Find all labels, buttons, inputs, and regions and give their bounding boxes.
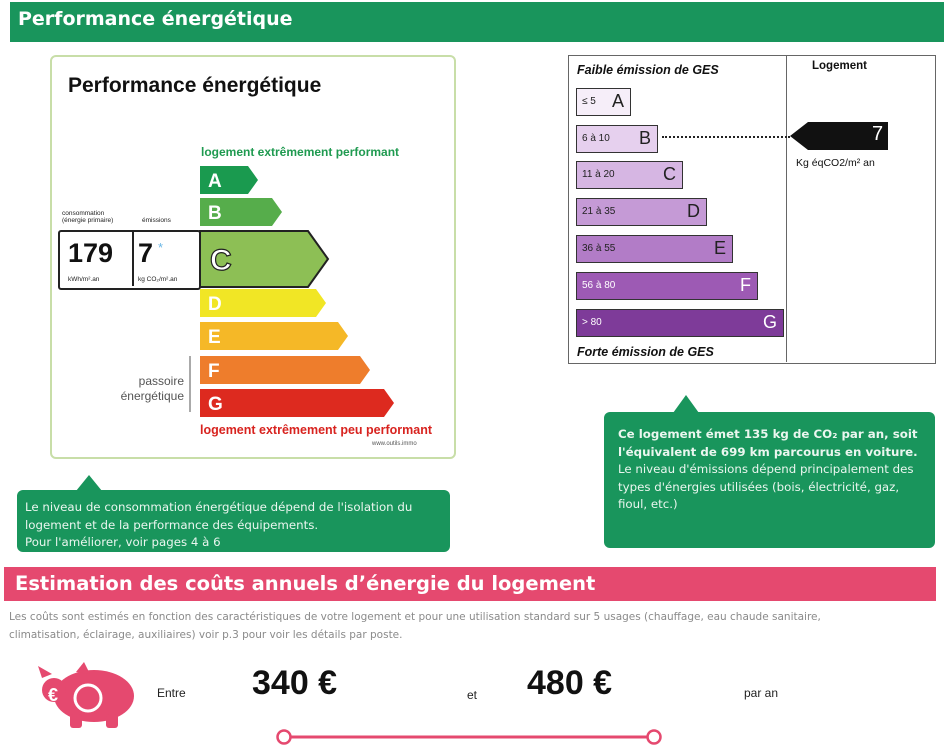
ges-logement-label: Logement (812, 60, 867, 72)
ges-range-g: > 80 (582, 317, 602, 328)
passoire-bracket (189, 356, 191, 412)
ges-letter-b: B (638, 128, 651, 148)
callout-energy-line1: Le niveau de consommation énergétique dépend de l'isolation du (25, 500, 413, 514)
consumption-unit: kWh/m².an (68, 276, 100, 283)
dpe-letter-a: A (208, 171, 222, 192)
callout-ges-line4: types d'énergies utilisées (bois, électricité, gaz, (618, 479, 900, 494)
dpe-title: Performance énergétique (68, 74, 322, 97)
ges-range-c: 11 à 20 (582, 169, 615, 180)
ges-letter-e: E (713, 238, 726, 258)
costs-description-line1: Les coûts sont estimés en fonction des caractéristiques de votre logement et pour une utilisation standard sur 5 usages (chauffage, eau chaude sanitaire, (9, 611, 821, 623)
cost-range-line (272, 729, 666, 745)
ges-bar-d (576, 198, 707, 226)
callout-ges-line3: Le niveau d'émissions dépend principalement des (618, 462, 914, 476)
dpe-bottom-label-a: logement extrêmement peu (200, 423, 367, 437)
ges-top-label: Faible émission de GES (577, 63, 719, 77)
consumption-divider (132, 232, 134, 286)
ges-range-d: 21 à 35 (582, 206, 616, 217)
ges-bar-a (576, 88, 631, 116)
ges-letter-d: D (687, 201, 700, 221)
ges-range-e: 36 à 55 (582, 243, 616, 254)
callout-energy-line3: Pour l'améliorer, voir pages 4 à 6 (25, 535, 221, 549)
cost-min: 340 € (252, 664, 338, 702)
dpe-letter-c: C (210, 244, 232, 277)
ges-letter-f: F (740, 275, 751, 295)
callout-ges-line2: l'équivalent de 699 km parcourus en voiture. (618, 444, 918, 459)
section-title: Performance énergétique (18, 8, 293, 30)
callout-energy (17, 490, 450, 552)
ges-letter-g: G (762, 312, 777, 332)
ges-bar-g (576, 309, 784, 337)
passoire-line2: énergétique (120, 389, 184, 403)
callout-energy-line2: logement et de la performance des équipements. (25, 517, 319, 532)
ges-dotted-line (662, 136, 790, 138)
ges-bar-c (576, 161, 683, 189)
dpe-letter-d: D (208, 294, 222, 315)
emission-value: 7 (138, 238, 154, 268)
emission-label: émissions (142, 217, 171, 224)
ges-divider (786, 55, 787, 362)
ges-letter-c: C (663, 164, 676, 184)
cost-per-year: par an (744, 686, 779, 700)
cost-max: 480 € (527, 664, 613, 702)
dpe-letter-g: G (208, 394, 223, 415)
dpe-bottom-label (200, 423, 432, 437)
dpe-bar-g (200, 389, 394, 417)
passoire-line1: passoire (138, 374, 184, 388)
source-note: www.outils.immo (372, 441, 417, 447)
ges-letter-a: A (611, 91, 624, 111)
dpe-top-label: logement extrêmement performant (201, 145, 400, 159)
callout-pointer-ges (673, 394, 699, 413)
callout-ges-line1: Ce logement émet 135 kg de CO₂ par an, soit (618, 427, 918, 441)
dpe-letter-e: E (208, 327, 221, 348)
callout-ges-line5: fioul, etc.) (618, 497, 678, 511)
dpe-letter-f: F (208, 361, 220, 382)
consumption-label-line1: consommation (62, 210, 105, 217)
section-header-costs (4, 567, 936, 601)
ges-value: 7 (872, 123, 884, 145)
ges-bar-b (576, 125, 658, 153)
euro-icon: € (47, 685, 58, 705)
costs-description (9, 608, 937, 644)
cost-and-label: et (467, 688, 478, 702)
ges-range-a: ≤ 5 (582, 96, 596, 107)
dpe-bottom-label-b: performant (366, 423, 432, 437)
cost-between-label: Entre (157, 686, 186, 700)
callout-ges (604, 412, 935, 548)
dpe-bar-e (200, 322, 348, 350)
ges-bar-e (576, 235, 733, 263)
consumption-value: 179 (68, 238, 114, 268)
ges-bottom-label: Forte émission de GES (577, 345, 714, 359)
consumption-label (62, 210, 113, 224)
dpe-letter-b: B (208, 203, 222, 224)
cost-range-start (278, 731, 291, 744)
emission-star: * (158, 240, 164, 255)
emission-unit: kg CO₂/m².an (138, 276, 178, 283)
section-header-performance (10, 2, 944, 42)
ges-range-f: 56 à 80 (582, 280, 616, 291)
ges-unit: Kg éqCO2/m² an (796, 157, 875, 169)
dpe-scale (196, 160, 436, 426)
costs-description-line2: climatisation, éclairage, auxiliaires) voir p.3 pour voir les détails par poste. (9, 629, 403, 641)
cost-range-end (648, 731, 661, 744)
ges-bar-f (576, 272, 758, 300)
consumption-label-line2: (énergie primaire) (62, 217, 114, 224)
passoire-label (102, 374, 184, 404)
ges-range-b: 6 à 10 (582, 133, 610, 144)
costs-title: Estimation des coûts annuels d’énergie du logement (15, 572, 596, 595)
dpe-bar-f (200, 356, 370, 384)
